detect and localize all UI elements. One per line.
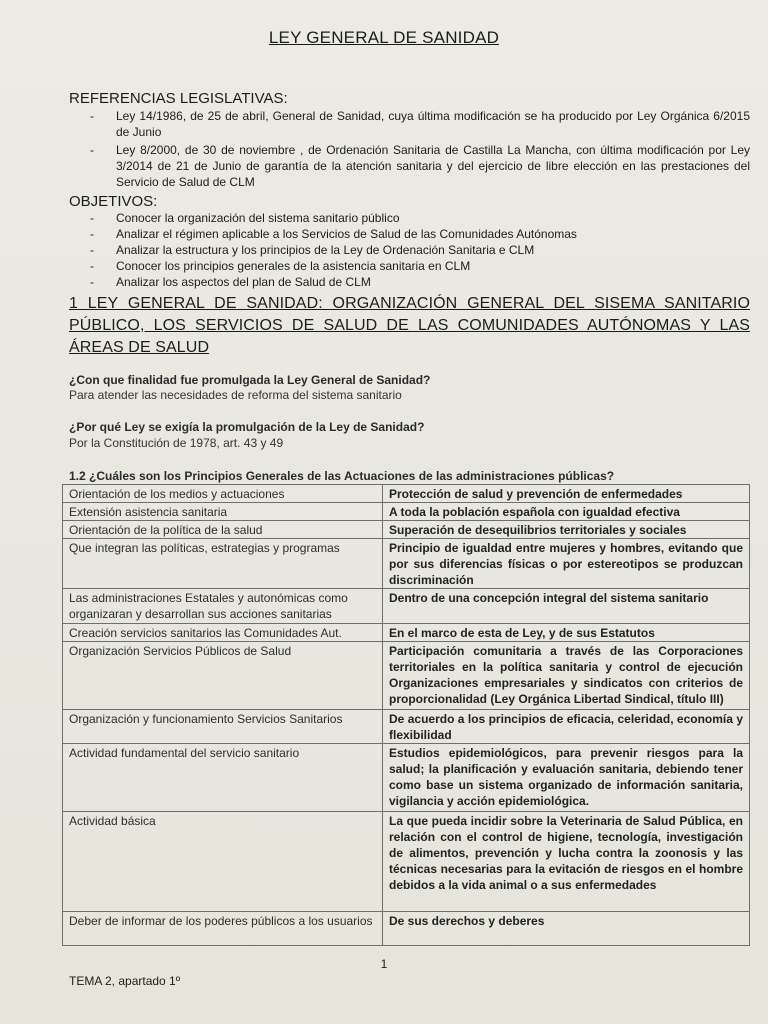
table-cell-principle: De sus derechos y deberes	[383, 912, 750, 946]
table-row	[63, 624, 750, 642]
table-cell-concept: Organización Servicios Públicos de Salud	[63, 642, 383, 710]
table-cell-principle: En el marco de esta de Ley, y de sus Estatutos	[383, 624, 750, 642]
section-title: 1 LEY GENERAL DE SANIDAD: ORGANIZACIÓN GENERAL DEL SISEMA SANITARIO PÚBLICO, LOS SERVICIOS DE SALUD DE LAS COMUNIDADES AUTÓNOMAS Y LAS ÁREAS DE SALUD	[69, 295, 750, 356]
table-cell-principle: Superación de desequilibrios territoriales y sociales	[383, 521, 750, 539]
table-row	[63, 589, 750, 624]
table-row	[63, 642, 750, 710]
objetivo-item	[90, 226, 750, 242]
table-cell-principle: Dentro de una concepción integral del sistema sanitario	[383, 589, 750, 624]
bullet-dash: -	[90, 275, 94, 289]
table-row	[63, 485, 750, 503]
table-cell-concept: Organización y funcionamiento Servicios Sanitarios	[63, 710, 383, 744]
objetivo-text: Analizar la estructura y los principios de la Ley de Ordenación Sanitaria e CLM	[116, 243, 535, 257]
table-cell-concept: Orientación de los medios y actuaciones	[63, 485, 383, 503]
table-cell-concept: Creación servicios sanitarios las Comunidades Aut.	[63, 624, 383, 642]
answer-por-que: Por la Constitución de 1978, art. 43 y 49	[69, 436, 284, 450]
answer-finalidad: Para atender las necesidades de reforma del sistema sanitario	[69, 388, 402, 402]
objetivo-item	[90, 210, 750, 226]
table-cell-concept: Actividad fundamental del servicio sanitario	[63, 744, 383, 812]
objetivo-text: Conocer la organización del sistema sanitario público	[116, 211, 400, 225]
table-cell-principle: De acuerdo a los principios de eficacia, celeridad, economía y flexibilidad	[383, 710, 750, 744]
objetivo-item	[90, 258, 750, 274]
footer-text: TEMA 2, apartado 1º	[69, 974, 181, 988]
objetivo-text: Analizar el régimen aplicable a los Servicios de Salud de las Comunidades Autónomas	[116, 227, 577, 241]
table-cell-concept: Las administraciones Estatales y autonómicas como organizaran y desarrollan sus acciones sanitarias	[63, 589, 383, 624]
table-row	[63, 539, 750, 589]
table-cell-concept: Que integran las políticas, estrategias y programas	[63, 539, 383, 589]
referencia-item	[90, 142, 750, 190]
table-cell-principle: La que pueda incidir sobre la Veterinaria de Salud Pública, en relación con el control de higiene, tecnología, investigación de alimentos, prevención y lucha contra la zoonosis y las técnicas necesarias para la evitación de riesgos en el hombre debidos a la vida animal o a sus enfermedades	[383, 812, 750, 912]
bullet-dash: -	[90, 243, 94, 257]
table-cell-principle: Estudios epidemiológicos, para prevenir riesgos para la salud; la planificación y evaluación sanitaria, debiendo tener como base un sistema organizado de información sanitaria, vigilancia y acción epidemiológica.	[383, 744, 750, 812]
table-row	[63, 521, 750, 539]
table-cell-concept: Orientación de la política de la salud	[63, 521, 383, 539]
table-row	[63, 710, 750, 744]
document-title: LEY GENERAL DE SANIDAD	[268, 28, 500, 47]
table-row	[63, 812, 750, 912]
objetivo-item	[90, 242, 750, 258]
principles-table	[62, 484, 750, 946]
bullet-dash: -	[90, 227, 94, 241]
table-question: 1.2 ¿Cuáles son los Principios Generales de las Actuaciones de las administraciones públicas?	[69, 469, 615, 483]
objetivo-text: Analizar los aspectos del plan de Salud de CLM	[116, 275, 371, 289]
bullet-dash: -	[90, 109, 94, 123]
table-row	[63, 744, 750, 812]
bullet-dash: -	[90, 259, 94, 273]
table-cell-concept: Extensión asistencia sanitaria	[63, 503, 383, 521]
table-cell-concept: Deber de informar de los poderes públicos a los usuarios	[63, 912, 383, 946]
objetivos-heading: OBJETIVOS:	[69, 193, 158, 210]
table-cell-principle: A toda la población española con igualdad efectiva	[383, 503, 750, 521]
referencia-text: Ley 8/2000, de 30 de noviembre , de Ordenación Sanitaria de Castilla La Mancha, con última modificación por Ley 3/2014 de 21 de Junio de garantía de la atención sanitaria y del ejercicio de libre elección en las prestaciones del Servicio de Salud de CLM	[116, 143, 750, 189]
referencia-text: Ley 14/1986, de 25 de abril, General de Sanidad, cuya última modificación se ha producido por Ley Orgánica 6/2015 de Junio	[116, 109, 750, 139]
table-cell-concept: Actividad básica	[63, 812, 383, 912]
question-por-que: ¿Por qué Ley se exigía la promulgación de la Ley de Sanidad?	[69, 420, 425, 434]
page-number: 1	[380, 957, 388, 971]
bullet-dash: -	[90, 143, 94, 157]
table-cell-principle: Participación comunitaria a través de las Corporaciones territoriales en la política sanitaria y control de ejecución Organizaciones empresariales y sindicatos con criterios de proporcionalidad (Ley Orgánica Libertad Sindical, título III)	[383, 642, 750, 710]
table-cell-principle: Principio de igualdad entre mujeres y hombres, evitando que por sus diferencias físicas o por estereotipos se produzcan discriminación	[383, 539, 750, 589]
objetivo-item	[90, 274, 750, 290]
bullet-dash: -	[90, 211, 94, 225]
table-cell-principle: Protección de salud y prevención de enfermedades	[383, 485, 750, 503]
referencia-item	[90, 108, 750, 140]
referencias-heading: REFERENCIAS LEGISLATIVAS:	[69, 90, 288, 107]
question-finalidad: ¿Con que finalidad fue promulgada la Ley General de Sanidad?	[69, 373, 431, 387]
table-row	[63, 503, 750, 521]
objetivo-text: Conocer los principios generales de la asistencia sanitaria en CLM	[116, 259, 471, 273]
table-row	[63, 912, 750, 946]
